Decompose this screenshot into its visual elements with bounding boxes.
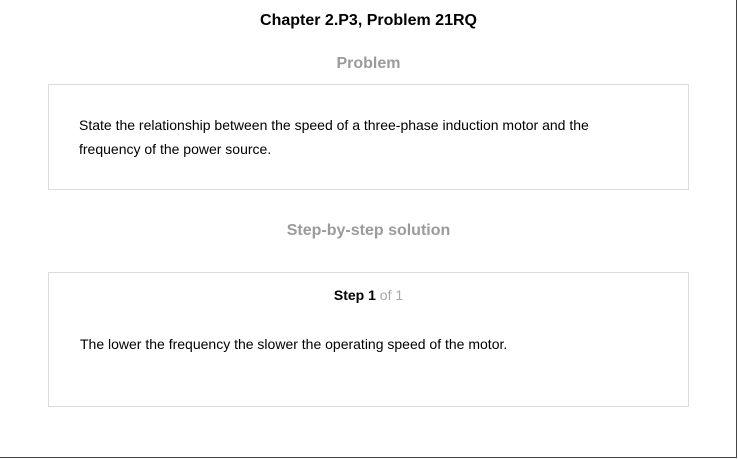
problem-text: State the relationship between the speed of a three-phase induction motor and the frequency of the power source. <box>79 117 589 157</box>
chapter-title: Chapter 2.P3, Problem 21RQ <box>260 12 477 29</box>
step-text: The lower the frequency the slower the operating speed of the motor. <box>80 336 508 352</box>
problem-heading: Problem <box>336 55 401 72</box>
step-number: 1 <box>368 287 376 303</box>
step-label <box>49 287 688 303</box>
step-count: of 1 <box>379 287 404 303</box>
solution-heading: Step-by-step solution <box>286 222 451 239</box>
problem-card <box>48 84 689 190</box>
step-word: Step <box>333 287 365 303</box>
step-card <box>48 272 689 407</box>
